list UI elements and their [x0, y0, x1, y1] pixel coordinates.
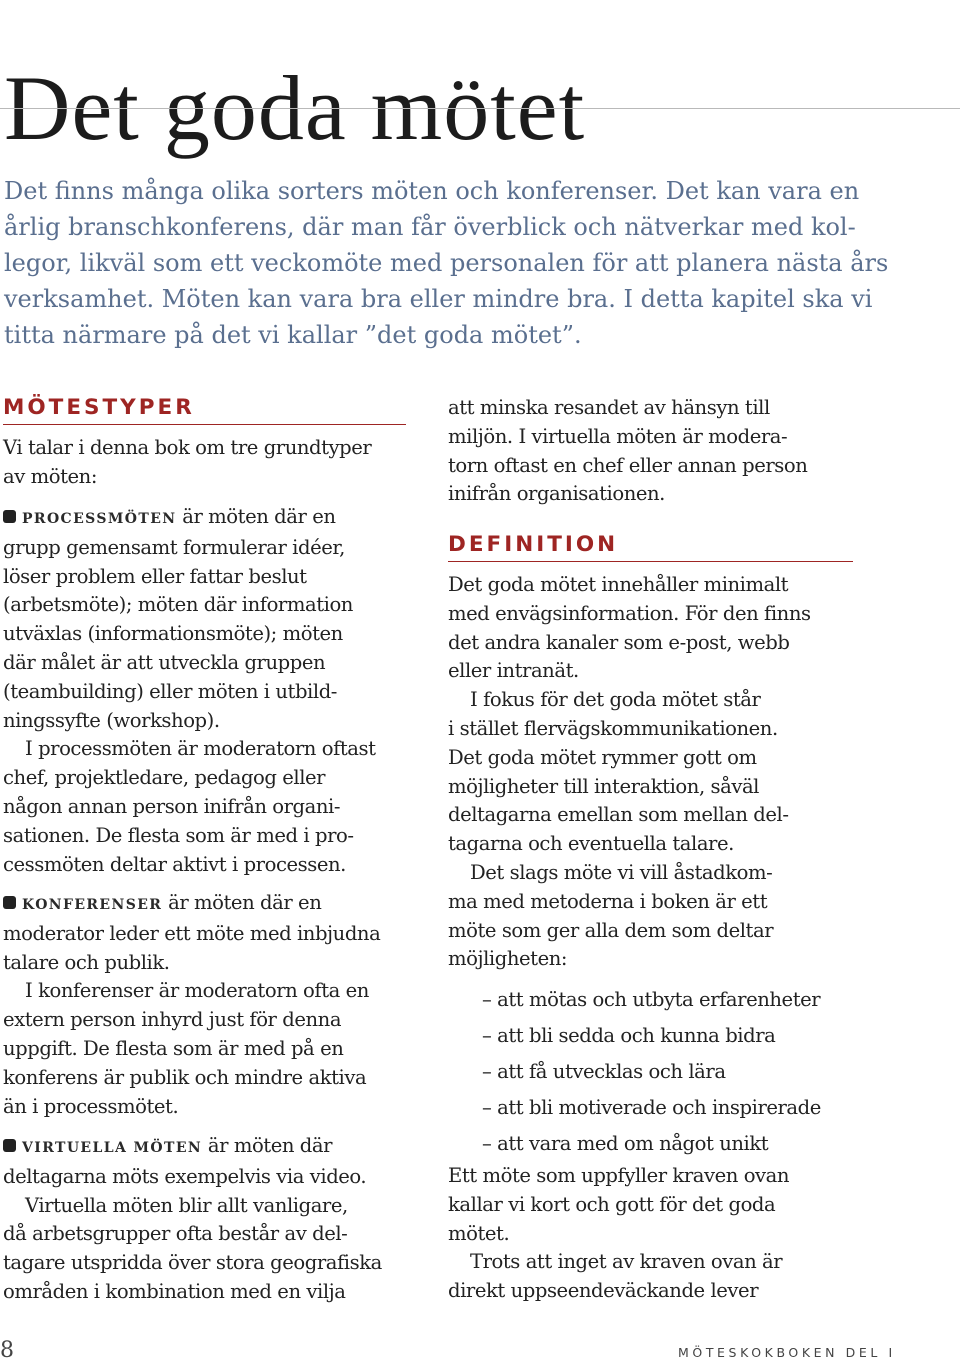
- bullet-square-icon: [3, 1139, 16, 1152]
- text-line: ma med metoderna i boken är ett: [448, 889, 768, 913]
- text-line: utväxlas (informationsmöte); möten: [3, 622, 343, 646]
- text-line: kallar vi kort och gott för det goda: [448, 1192, 776, 1216]
- text-line: Det goda mötet innehåller minimalt: [448, 573, 789, 596]
- intro-line: Det finns många olika sorters möten och konferenser. Det kan vara en: [4, 177, 860, 205]
- text-line: (teambuilding) eller möten i utbild-: [3, 679, 337, 703]
- heading-rule: [448, 561, 853, 562]
- heading-rule: [3, 424, 406, 425]
- term-konferenser: KONFERENSER: [22, 897, 163, 913]
- text-line: områden i kombination med en vilja: [3, 1279, 346, 1303]
- text-line: eller intranät.: [448, 659, 579, 683]
- goals-list: [448, 982, 821, 1162]
- processmoten-block: [3, 503, 376, 879]
- text-line: Det slags möte vi vill åstadkom-: [470, 860, 773, 884]
- definition-text: [448, 571, 811, 974]
- text-line: cessmöten deltar aktivt i processen.: [3, 852, 346, 876]
- intro-types-paragraph: [3, 434, 371, 492]
- page-number: 8: [0, 1338, 14, 1363]
- text-line: är möten där en: [168, 891, 322, 914]
- text-line: där målet är att utveckla gruppen: [3, 650, 326, 674]
- text-line: är möten där: [207, 1134, 333, 1157]
- text-line: löser problem eller fattar beslut: [3, 564, 307, 588]
- text-line: Virtuella möten blir allt vanligare,: [25, 1193, 348, 1217]
- text-line: I fokus för det goda mötet står: [470, 688, 761, 712]
- intro-paragraph: [4, 173, 894, 353]
- text-line: möte som ger alla dem som deltar: [448, 918, 774, 942]
- text-line: (arbetsmöte); möten där information: [3, 593, 353, 617]
- list-item: – att bli sedda och kunna bidra: [482, 1024, 776, 1047]
- text-line: det andra kanaler som e-post, webb: [448, 630, 790, 654]
- text-line: möjligheten:: [448, 947, 568, 971]
- text-line: ningssyfte (workshop).: [3, 708, 220, 732]
- text-line: talare och publik.: [3, 950, 170, 974]
- bullet-square-icon: [3, 896, 16, 909]
- text-line: miljön. I virtuella möten är modera-: [448, 424, 788, 448]
- closing-paragraph: [448, 1162, 789, 1306]
- page-title: Det goda mötet: [4, 56, 586, 159]
- text-line: I processmöten är moderatorn oftast: [25, 737, 376, 761]
- running-title: MÖTESKOKBOKEN DEL I: [678, 1345, 896, 1360]
- continued-paragraph: [448, 394, 807, 509]
- title-rule: [0, 108, 960, 109]
- text-line: än i processmötet.: [3, 1094, 179, 1118]
- intro-line: årlig branschkonferens, där man får överblick och nätverkar med kol-: [4, 213, 856, 241]
- virtuella-block: [3, 1132, 382, 1307]
- term-virtuella-moten: VIRTUELLA MÖTEN: [22, 1140, 203, 1156]
- text-line: tagarna och eventuella talare.: [448, 832, 734, 856]
- text-line: direkt uppseendeväckande lever: [448, 1279, 759, 1303]
- text-line: moderator leder ett möte med inbjudna: [3, 921, 381, 945]
- intro-line: legor, likväl som ett veckomöte med personalen för att planera nästa års: [4, 249, 889, 277]
- section-heading-definition: DEFINITION: [448, 532, 619, 557]
- text-line: torn oftast en chef eller annan person: [448, 453, 808, 477]
- term-processmoten: PROCESSMÖTEN: [22, 511, 177, 527]
- konferenser-block: [3, 889, 380, 1121]
- text-line: sationen. De flesta som är med i pro-: [3, 823, 354, 847]
- text-line: Det goda mötet rymmer gott om: [448, 745, 757, 769]
- intro-line: verksamhet. Möten kan vara bra eller mindre bra. I detta kapitel ska vi: [4, 285, 873, 313]
- text-line: i stället flervägskommunikationen.: [448, 716, 778, 740]
- text-line: I konferenser är moderatorn ofta en: [25, 979, 369, 1003]
- text-line: deltagarna emellan som mellan del-: [448, 803, 789, 827]
- text-line: Vi talar i denna bok om tre grundtyper: [3, 436, 372, 459]
- list-item: – att få utvecklas och lära: [482, 1060, 726, 1083]
- text-line: tagare utspridda över stora geografiska: [3, 1251, 382, 1275]
- text-line: extern person inhyrd just för denna: [3, 1008, 342, 1032]
- bullet-square-icon: [3, 510, 16, 523]
- text-line: att minska resandet av hänsyn till: [448, 396, 770, 419]
- text-line: Ett möte som uppfyller kraven ovan: [448, 1164, 790, 1187]
- text-line: deltagarna möts exempelvis via video.: [3, 1164, 367, 1188]
- list-item: – att vara med om något unikt: [482, 1132, 769, 1155]
- intro-line: titta närmare på det vi kallar ”det goda mötet”.: [4, 321, 582, 349]
- text-line: inifrån organisationen.: [448, 482, 665, 506]
- text-line: mötet.: [448, 1221, 510, 1245]
- text-line: chef, projektledare, pedagog eller: [3, 766, 326, 790]
- list-item: – att bli motiverade och inspirerade: [482, 1096, 821, 1119]
- text-line: av möten:: [3, 464, 97, 488]
- section-heading-motestyper: MÖTESTYPER: [3, 395, 195, 420]
- text-line: uppgift. De flesta som är med på en: [3, 1036, 344, 1060]
- text-line: med envägsinformation. För den finns: [448, 601, 811, 625]
- text-line: grupp gemensamt formulerar idéer,: [3, 535, 345, 559]
- text-line: möjligheter till interaktion, såväl: [448, 774, 760, 798]
- text-line: Trots att inget av kraven ovan är: [470, 1250, 783, 1274]
- text-line: konferens är publik och mindre aktiva: [3, 1065, 367, 1089]
- text-line: är möten där en: [182, 505, 336, 528]
- list-item: – att mötas och utbyta erfarenheter: [482, 988, 821, 1011]
- text-line: då arbetsgrupper ofta består av del-: [3, 1222, 348, 1246]
- text-line: någon annan person inifrån organi-: [3, 794, 341, 818]
